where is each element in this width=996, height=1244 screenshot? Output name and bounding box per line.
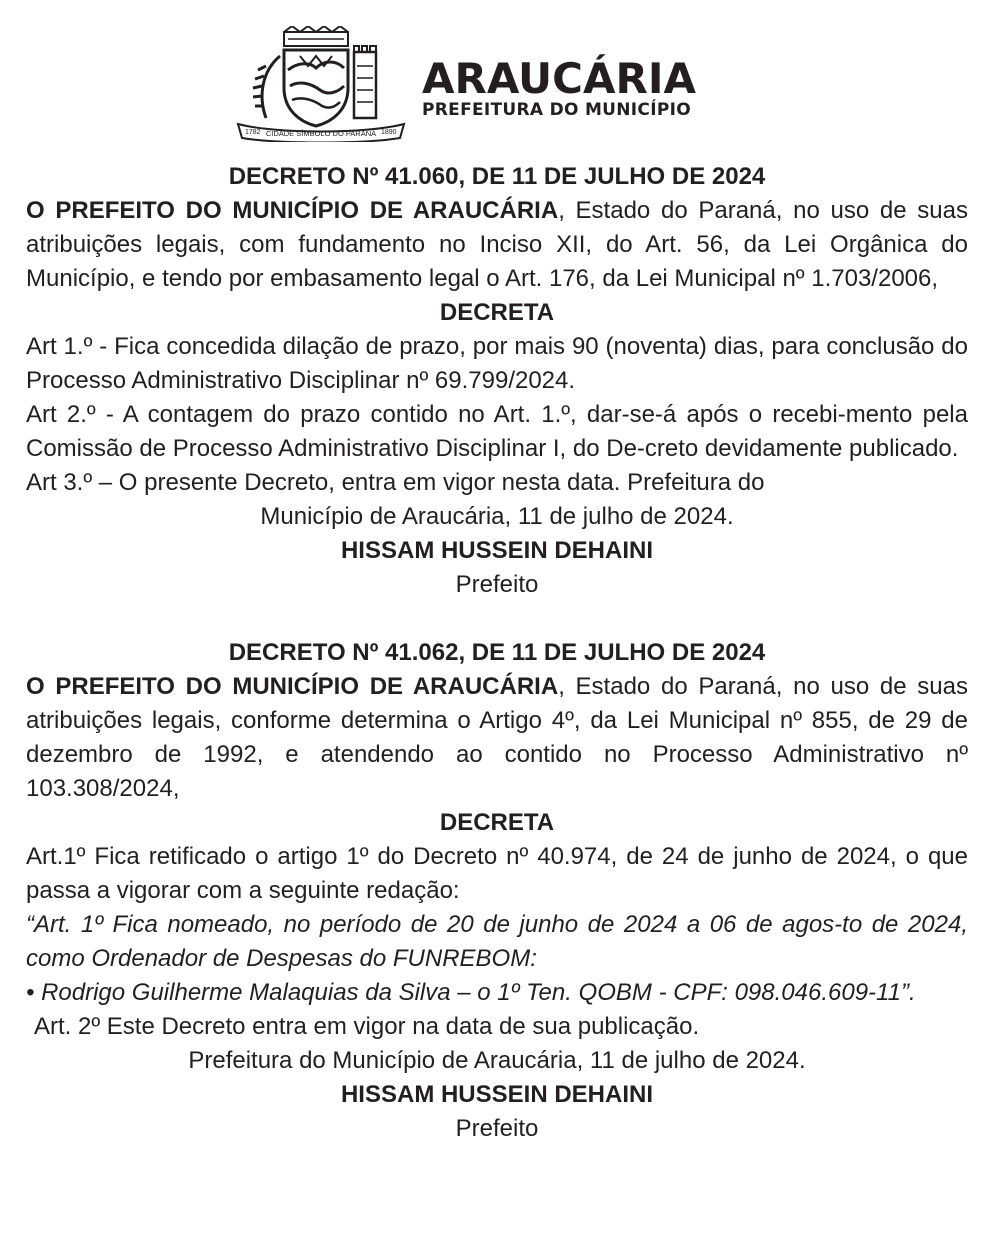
- page-header: [236, 26, 766, 142]
- emblem-year-right: 1890: [381, 129, 397, 136]
- emblem-motto: CIDADE SÍMBOLO DO PARANÁ: [265, 129, 377, 138]
- brand-subtitle: PREFEITURA DO MUNICÍPIO: [422, 100, 691, 120]
- place-date: Prefeitura do Município de Araucária, 11 de julho de 2024.: [188, 1047, 806, 1074]
- preamble-authority: O PREFEITO DO MUNICÍPIO DE ARAUCÁRIA: [26, 673, 559, 700]
- signer-name: HISSAM HUSSEIN DEHAINI: [340, 537, 654, 564]
- appointee-item: • Rodrigo Guilherme Malaquias da Silva – o 1º Ten. QOBM - CPF: 098.046.609-11”.: [26, 979, 916, 1006]
- article-1: Art.1º Fica retificado o artigo 1º do Decreto nº 40.974, de 24 de junho de 2024, o que passa a vigorar com a seguinte redação:: [26, 843, 968, 904]
- decree-preamble: [26, 194, 968, 296]
- preamble-text: , Estado do Paraná, no uso de suas atribuições legais, conforme determina o Artigo 4º, da Lei Municipal nº 855, de 29 de dezembro de 1992, e atendendo ao contido no Processo Administrativo nº 103.308/2024,: [26, 673, 968, 802]
- emblem-year-left: 1782: [245, 129, 261, 136]
- decree-41062: [26, 636, 968, 1146]
- place-date: Município de Araucária, 11 de julho de 2024.: [260, 503, 734, 530]
- preamble-authority: O PREFEITO DO MUNICÍPIO DE ARAUCÁRIA: [26, 197, 559, 224]
- decree-title: DECRETO Nº 41.060, DE 11 DE JULHO DE 2024: [228, 163, 766, 190]
- decree-preamble: [26, 670, 968, 806]
- article-3: Art 3.º – O presente Decreto, entra em vigor nesta data. Prefeitura do: [26, 469, 765, 496]
- quoted-article: “Art. 1º Fica nomeado, no período de 20 de junho de 2024 a 06 de agos-to de 2024, como Ordenador de Despesas do FUNREBOM:: [26, 911, 968, 972]
- signer-role: Prefeito: [455, 1115, 539, 1142]
- signer-name: HISSAM HUSSEIN DEHAINI: [340, 1081, 654, 1108]
- decreta-heading: DECRETA: [439, 809, 555, 836]
- municipality-brand: [422, 54, 696, 120]
- decree-title: DECRETO Nº 41.062, DE 11 DE JULHO DE 2024: [228, 639, 766, 666]
- signer-role: Prefeito: [455, 571, 539, 598]
- coat-of-arms-emblem: [236, 26, 406, 142]
- preamble-text: , Estado do Paraná, no uso de suas atribuições legais, com fundamento no Inciso XII, do Art. 56, da Lei Orgânica do Município, e tendo por embasamento legal o Art. 176, da Lei Municipal nº 1.703/2006,: [26, 197, 968, 292]
- brand-name: ARAUCÁRIA: [422, 54, 696, 103]
- decree-41060: [26, 160, 968, 602]
- section-divider: [26, 602, 968, 636]
- article-2: Art. 2º Este Decreto entra em vigor na data de sua publicação.: [34, 1013, 700, 1040]
- article-1: Art 1.º - Fica concedida dilação de prazo, por mais 90 (noventa) dias, para conclusão do Processo Administrativo Disciplinar nº 69.799/2024.: [26, 333, 968, 394]
- decrees-content: [26, 160, 968, 1146]
- article-2: Art 2.º - A contagem do prazo contido no Art. 1.º, dar-se-á após o recebi-mento pela Comissão de Processo Administrativo Disciplinar I, do De-creto devidamente publicado.: [26, 401, 968, 462]
- decreta-heading: DECRETA: [439, 299, 555, 326]
